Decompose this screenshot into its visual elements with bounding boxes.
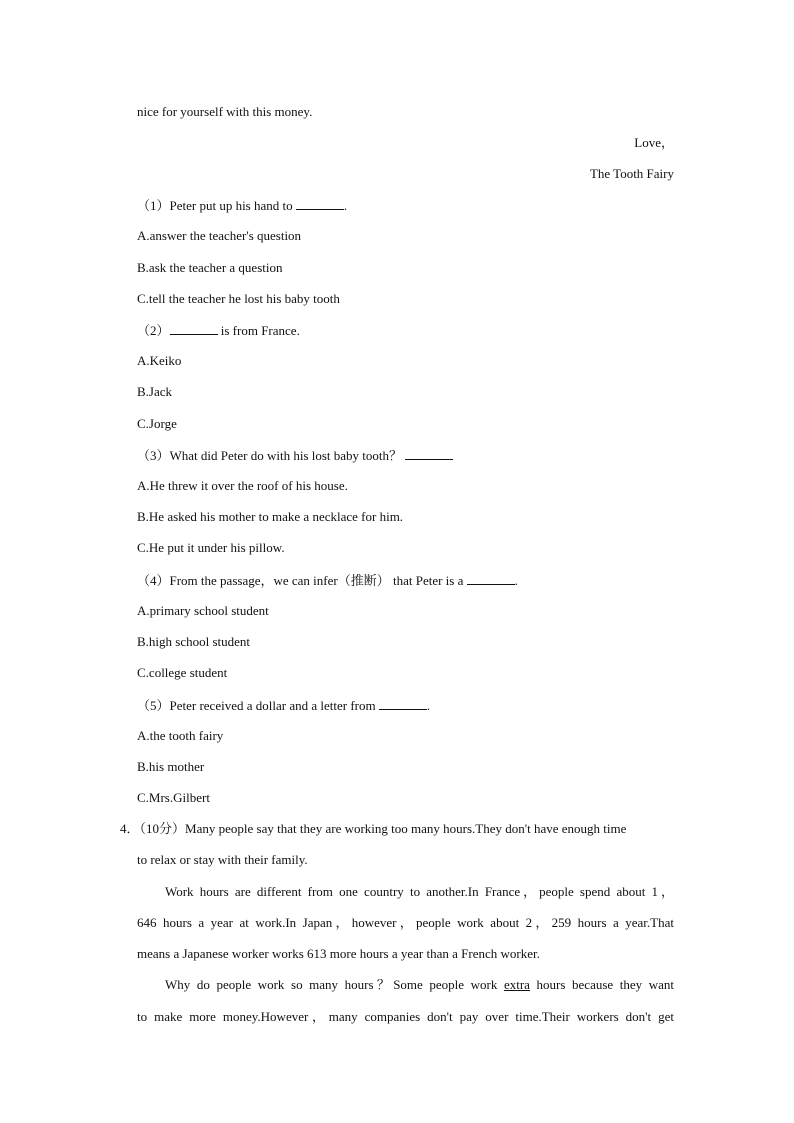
paragraph-2-line-1: Work hours are different from one country to another.In France，people spend about 1， (165, 884, 674, 899)
question-4-option-c: C.college student (137, 665, 228, 680)
question-5-option-c: C.Mrs.Gilbert (137, 790, 210, 805)
paragraph-3-line-1: Why do people work so many hours？Some people work extra hours because they want (165, 977, 674, 992)
question-1-stem: （1）Peter put up his hand to . (137, 198, 348, 213)
question-2-option-c: C.Jorge (137, 416, 177, 431)
question-2-option-a: A.Keiko (137, 353, 182, 368)
question-5-option-a: A.the tooth fairy (137, 728, 224, 743)
section-score: （10分） (139, 821, 186, 836)
question-3-option-b: B.He asked his mother to make a necklace for him. (137, 509, 404, 524)
paragraph-2-line-3: means a Japanese worker works 613 more hours a year than a French worker. (137, 946, 540, 961)
question-1-option-c: C.tell the teacher he lost his baby tooth (137, 291, 340, 306)
answer-blank (467, 572, 515, 585)
question-5-stem: （5）Peter received a dollar and a letter from . (137, 698, 431, 713)
question-4-option-a: A.primary school student (137, 603, 269, 618)
answer-blank (379, 697, 427, 710)
question-4-option-b: B.high school student (137, 634, 251, 649)
question-2-stem: （2） is from France. (137, 323, 300, 338)
question-3-stem: （3）What did Peter do with his lost baby tooth？ (137, 447, 674, 464)
paragraph-1-line-2: to relax or stay with their family. (137, 852, 308, 867)
paragraph-2-line-2: 646 hours a year at work.In Japan，however，people work about 2，259 hours a year.That (137, 915, 674, 930)
section-number: 4． (120, 821, 140, 836)
letter-signature: The Tooth Fairy (589, 166, 674, 181)
question-1-option-b: B.ask the teacher a question (137, 260, 283, 275)
letter-closing: Love， (634, 135, 674, 150)
letter-tail: nice for yourself with this money. (137, 104, 313, 119)
question-3-option-a: A.He threw it over the roof of his house. (137, 478, 348, 493)
question-1-option-a: A.answer the teacher's question (137, 228, 302, 243)
question-2-option-b: B.Jack (137, 384, 173, 399)
answer-blank (405, 447, 453, 460)
answer-blank (170, 322, 218, 335)
paragraph-text: Many people say that they are working too many hours.They don't have enough time (185, 821, 627, 836)
answer-blank (296, 197, 344, 210)
underlined-word: extra (503, 977, 530, 992)
paragraph-3-line-2: to make more money.However，many companies don't pay over time.Their workers don't get (137, 1009, 674, 1024)
question-3-option-c: C.He put it under his pillow. (137, 540, 285, 555)
question-4-stem: （4）From the passage，we can infer（推断） that Peter is a . (137, 573, 518, 588)
question-5-option-b: B.his mother (137, 759, 205, 774)
section-4-first-line (120, 821, 674, 837)
